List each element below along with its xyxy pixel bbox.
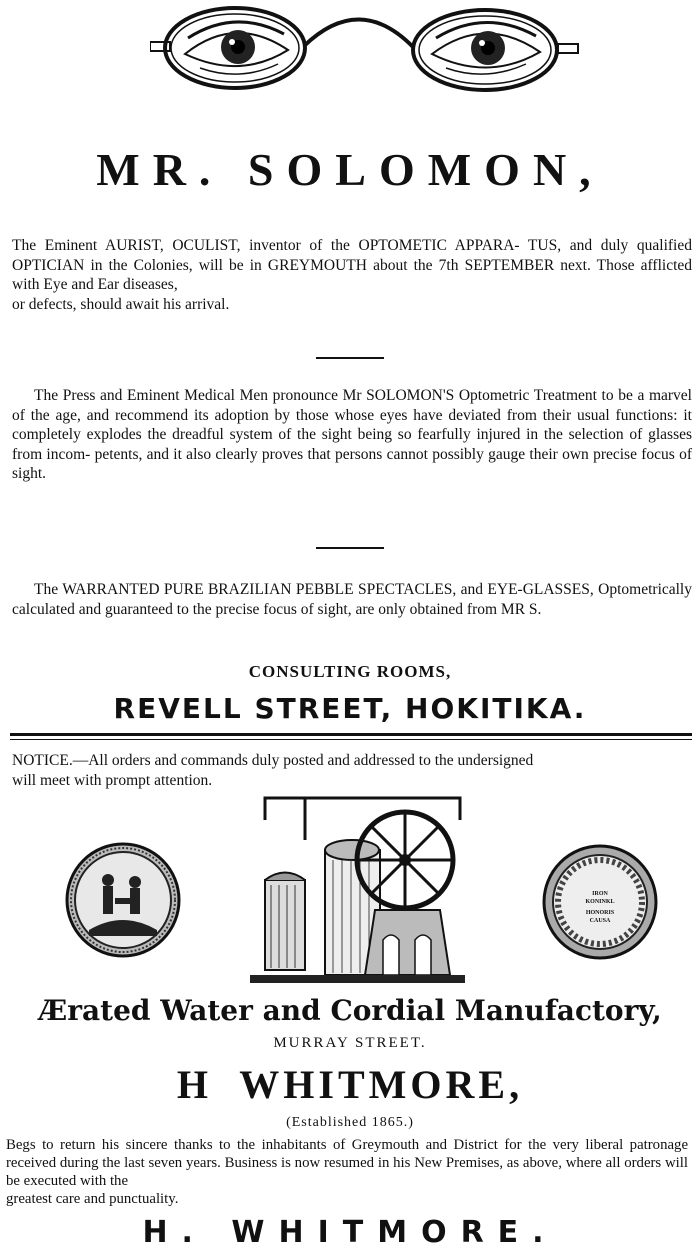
- headline: MR. SOLOMON,: [96, 144, 604, 195]
- intro-paragraph: [12, 236, 692, 314]
- spectacles-illustration: [150, 2, 580, 102]
- established: (Established 1865.): [286, 1115, 414, 1130]
- address: REVELL STREET, HOKITIKA.: [113, 692, 587, 725]
- thanks-line: Begs to return his sincere thanks to the inhabitants of Greymouth and District for: [6, 1137, 522, 1153]
- press-line: system of the sight being so fearfully injured in the selection of glasses from incom-: [12, 426, 693, 463]
- press-line: Treatment to be a marvel of the age, and recommend its adoption by those whose: [12, 387, 692, 424]
- intro-line: TUS, and duly qualified OPTICIAN in the Colonies, will be in GREYMOUTH: [12, 237, 692, 274]
- thanks-line: resumed in his New Premises, as above, where all orders will be executed with the: [6, 1155, 688, 1189]
- warranted-line: The WARRANTED PURE BRAZILIAN PEBBLE SPECTACLES, and: [34, 581, 483, 598]
- press-line: The Press and Eminent Medical Men pronounce Mr SOLOMON'S Optometric: [34, 387, 530, 404]
- intro-line: or defects, should await his arrival.: [12, 295, 230, 313]
- medal-text: CAUSA: [589, 918, 611, 924]
- thanks-line: the very liberal patronage received during the last seven years. Business is now: [6, 1137, 689, 1171]
- thanks-paragraph: [6, 1136, 688, 1208]
- notice-line: will meet with prompt attention.: [12, 771, 213, 789]
- warranted-paragraph: [12, 580, 692, 619]
- business-name: Ærated Water and Cordial Manufactory,: [38, 994, 662, 1027]
- medal-left-illustration: [63, 840, 183, 960]
- divider: [316, 547, 384, 549]
- notice-paragraph: [12, 751, 692, 790]
- consulting-rooms: CONSULTING ROOMS,: [248, 662, 452, 681]
- medal-text: KONINKL: [585, 899, 615, 905]
- factory-machinery-illustration: [245, 790, 470, 990]
- intro-line: The Eminent AURIST, OCULIST, inventor of the OPTOMETIC APPARA-: [12, 237, 520, 254]
- section-rule: [10, 739, 692, 740]
- warranted-line: of sight, are only obtained from MR S.: [300, 600, 542, 618]
- street: MURRAY STREET.: [273, 1035, 427, 1051]
- divider: [316, 357, 384, 359]
- press-paragraph: [12, 386, 692, 484]
- proprietor-name: H WHITMORE,: [176, 1062, 524, 1107]
- warranted-line: EYE-GLASSES, Optometrically calculated and guaranteed to the precise focus: [12, 581, 692, 618]
- signature: H. WHITMORE.: [142, 1215, 558, 1250]
- section-rule: [10, 733, 692, 736]
- thanks-line: greatest care and punctuality.: [6, 1191, 179, 1207]
- notice-line: NOTICE.—All orders and commands duly posted and addressed to the undersigned: [12, 752, 534, 769]
- medal-text: HONORIS: [585, 910, 615, 916]
- press-line: eyes have deviated from their usual functions: it completely explodes the dreadful: [12, 406, 692, 443]
- medal-right-inscription: [560, 890, 640, 925]
- press-line: petents, and it also clearly proves that persons cannot possibly gauge their own: [94, 445, 589, 463]
- press-line: precise focus of sight.: [12, 445, 692, 482]
- medal-text: IRON: [592, 891, 608, 897]
- intro-line: about the 7th SEPTEMBER next. Those afflicted with Eye and Ear diseases,: [12, 256, 693, 293]
